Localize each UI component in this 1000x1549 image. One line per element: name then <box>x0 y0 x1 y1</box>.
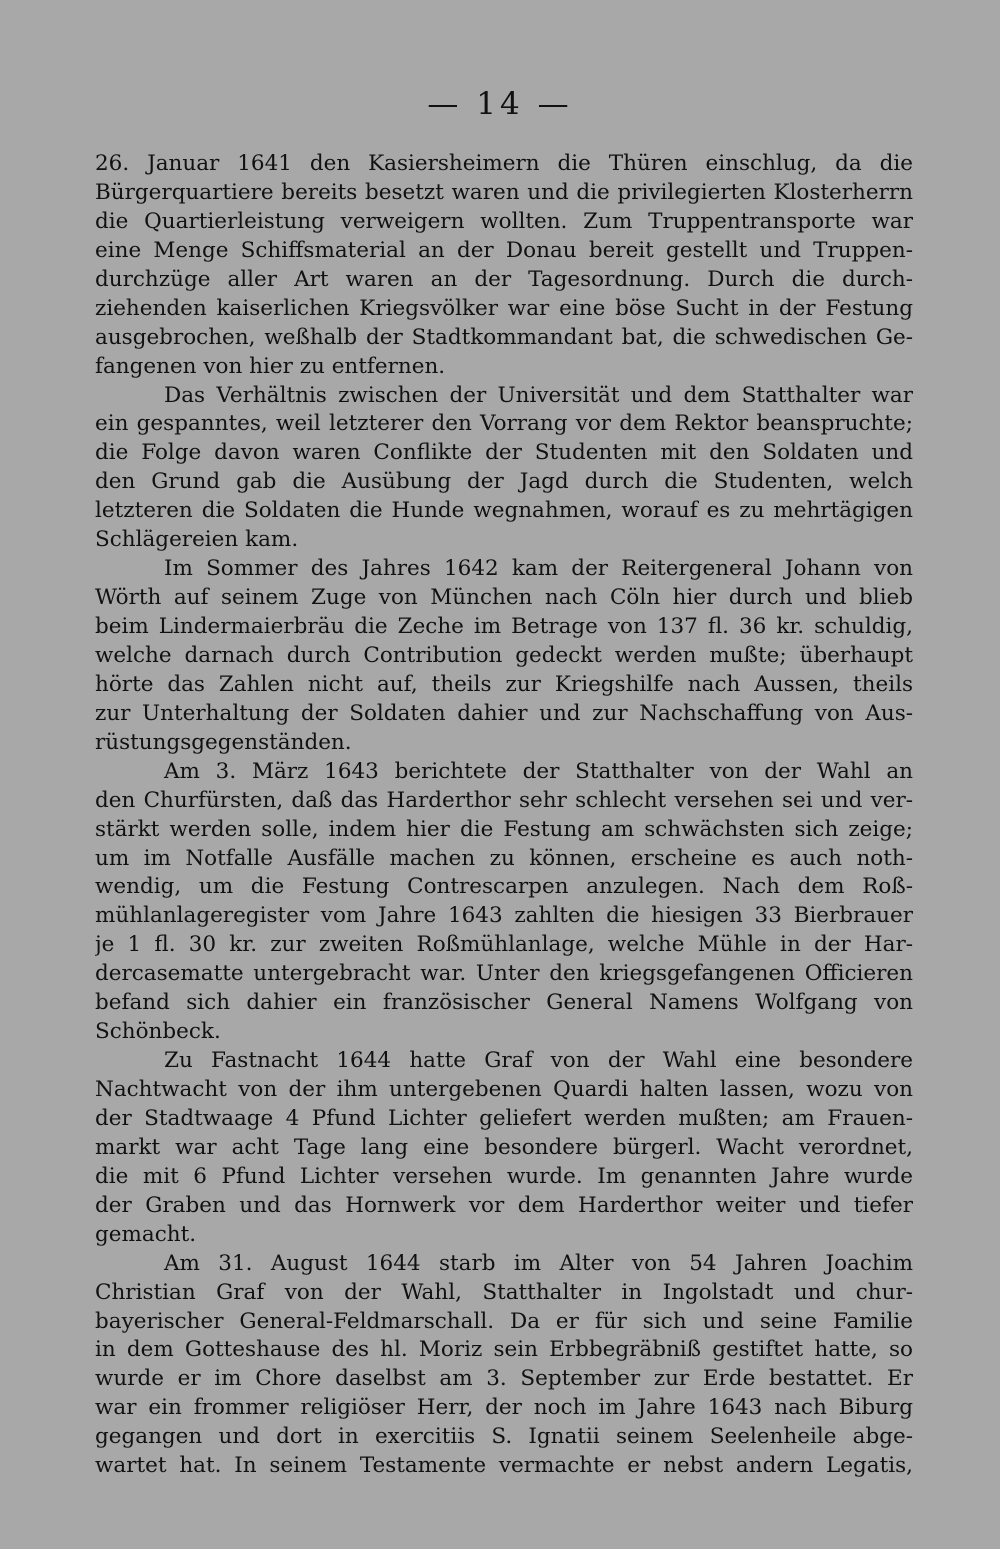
text-line: die mit 6 Pfund Lichter versehen wurde. Im genannten Jahre wurde <box>95 1163 913 1189</box>
text-line: Christian Graf von der Wahl, Statthalter in Ingolstadt und chur- <box>95 1279 913 1305</box>
text-line: Wörth auf seinem Zuge von München nach Cöln hier durch und blieb <box>95 585 913 611</box>
text-line: Im Sommer des Jahres 1642 kam der Reitergeneral Johann von <box>164 556 913 582</box>
text-line: fangenen von hier zu entfernen. <box>95 353 446 379</box>
text-line: hörte das Zahlen nicht auf, theils zur Kriegshilfe nach Aussen, theils <box>95 671 913 697</box>
text-line: Schönbeck. <box>95 1019 221 1045</box>
text-line: gegangen und dort in exercitiis S. Ignatii seinem Seelenheile abge- <box>95 1424 913 1450</box>
text-line: die Folge davon waren Conflikte der Studenten mit den Soldaten und <box>95 440 913 466</box>
text-line: welche darnach durch Contribution gedeckt werden mußte; überhaupt <box>95 642 913 668</box>
text-line: zur Unterhaltung der Soldaten dahier und zur Nachschaffung von Aus- <box>95 700 913 726</box>
text-line: Das Verhältnis zwischen der Universität und dem Statthalter war <box>164 382 913 408</box>
text-line: Nachtwacht von der ihm untergebenen Quardi halten lassen, wozu von <box>95 1077 913 1102</box>
text-line: ziehenden kaiserlichen Kriegsvölker war eine böse Sucht in der Festung <box>95 295 913 321</box>
text-line: wendig, um die Festung Contrescarpen anzulegen. Nach dem Roß- <box>95 874 913 900</box>
text-line: letzteren die Soldaten die Hunde wegnahmen, worauf es zu mehrtägigen <box>95 498 913 524</box>
text-line: der Graben und das Hornwerk vor dem Harderthor weiter und tiefer <box>95 1192 913 1218</box>
text-line: befand sich dahier ein französischer General Namens Wolfgang von <box>95 990 913 1016</box>
text-line: den Churfürsten, daß das Harderthor sehr schlecht versehen sei und ver- <box>95 787 913 813</box>
text-line: mühlanlageregister vom Jahre 1643 zahlten die hiesigen 33 Bierbrauer <box>95 903 913 929</box>
text-line: war ein frommer religiöser Herr, der noch im Jahre 1643 nach Biburg <box>95 1395 913 1421</box>
text-line: 26. Januar 1641 den Kasiersheimern die Thüren einschlug, da die <box>95 151 913 176</box>
text-line: wartet hat. In seinem Testamente vermachte er nebst andern Legatis, <box>95 1453 913 1479</box>
text-line: Zu Fastnacht 1644 hatte Graf von der Wahl eine besondere <box>164 1048 913 1074</box>
text-line: Schlägereien kam. <box>95 527 299 553</box>
text-line: dercasematte untergebracht war. Unter den kriegsgefangenen Officieren <box>95 961 913 987</box>
text-line: die Quartierleistung verweigern wollten. Zum Truppentransporte war <box>95 208 913 234</box>
text-line: ausgebrochen, weßhalb der Stadtkommandant bat, die schwedischen Ge- <box>95 324 913 350</box>
text-line: eine Menge Schiffsmaterial an der Donau bereit gestellt und Truppen- <box>95 237 913 263</box>
body-text <box>95 150 913 1481</box>
text-line: bayerischer General-Feldmarschall. Da er für sich und seine Familie <box>95 1308 913 1334</box>
text-line: um im Notfalle Ausfälle machen zu können, erscheine es auch noth- <box>95 845 913 871</box>
text-line: der Stadtwaage 4 Pfund Lichter geliefert werden mußten; am Frauen- <box>95 1105 913 1131</box>
text-line: Am 3. März 1643 berichtete der Statthalter von der Wahl an <box>164 758 913 784</box>
text-line: rüstungsgegenständen. <box>95 729 352 755</box>
page-number: — 14 — <box>427 86 573 122</box>
text-line: wurde er im Chore daselbst am 3. September zur Erde bestattet. Er <box>95 1366 913 1392</box>
text-line: stärkt werden solle, indem hier die Festung am schwächsten sich zeige; <box>95 816 913 842</box>
text-line: den Grund gab die Ausübung der Jagd durch die Studenten, welch <box>95 469 913 495</box>
text-line: Bürgerquartiere bereits besetzt waren und die privilegierten Klosterherrn <box>95 179 913 205</box>
text-line: durchzüge aller Art waren an der Tagesordnung. Durch die durch- <box>95 266 913 292</box>
text-line: beim Lindermaierbräu die Zeche im Betrage von 137 fl. 36 kr. schuldig, <box>95 614 913 639</box>
text-line: in dem Gotteshause des hl. Moriz sein Erbbegräbniß gestiftet hatte, so <box>95 1337 913 1363</box>
text-line: gemacht. <box>95 1221 197 1247</box>
text-line: ein gespanntes, weil letzterer den Vorrang vor dem Rektor beanspruchte; <box>95 411 913 437</box>
text-line: Am 31. August 1644 starb im Alter von 54 Jahren Joachim <box>164 1250 913 1276</box>
text-line: markt war acht Tage lang eine besondere bürgerl. Wacht verordnet, <box>95 1134 913 1160</box>
text-line: je 1 fl. 30 kr. zur zweiten Roßmühlanlage, welche Mühle in der Har- <box>95 932 913 958</box>
